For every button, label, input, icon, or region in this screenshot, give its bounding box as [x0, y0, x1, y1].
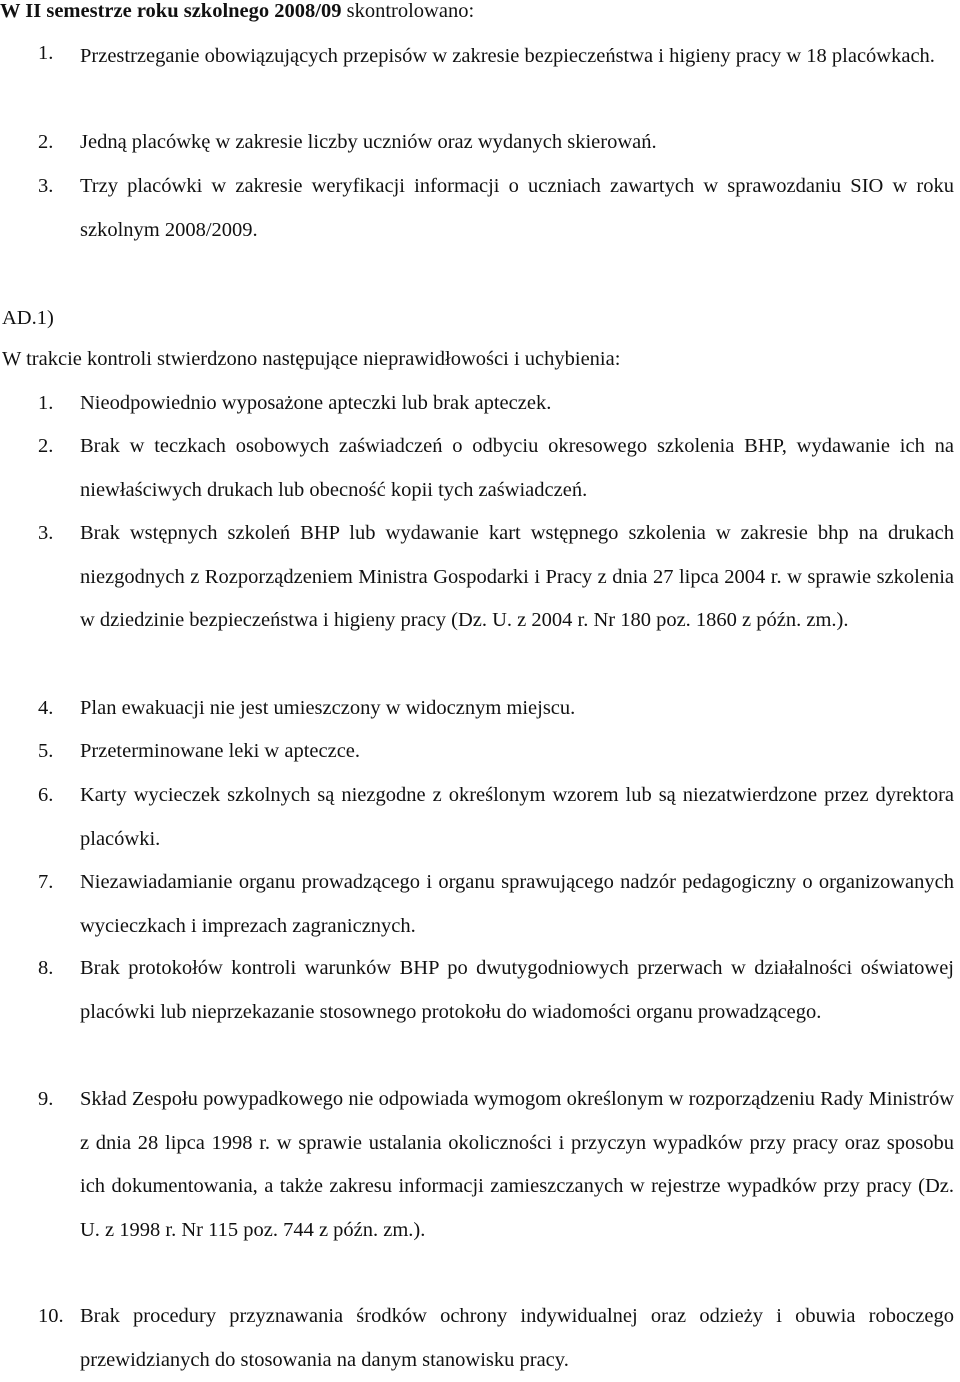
item-text: Brak protokołów kontroli warunków BHP po dwutygodniowych przerwach w działalności oświatowej placówki lub nieprzekazanie stosownego protokołu do wiadomości organu prowadzącego. [80, 957, 954, 1023]
intro-heading [0, 0, 960, 22]
item-text: Brak wstępnych szkoleń BHP lub wydawanie kart wstępnego szkolenia w zakresie bhp na drukach niezgodnych z Rozporządzeniem Ministra Gospodarki i Pracy z dnia 27 lipca 2004 r. w sprawie szkolenia w dziedzinie bezpieczeństwa i higieny pracy (Dz. U. z 2004 r. Nr 180 poz. 1860 z późn. zm.). [80, 522, 954, 631]
controlled-item [0, 34, 958, 124]
item-text: Brak w teczkach osobowych zaświadczeń o odbyciu okresowego szkolenia BHP, wydawanie ich na niewłaściwych drukach lub obecność kopii tych zaświadczeń. [80, 435, 954, 501]
item-number: 3. [38, 522, 54, 544]
heading-rest-text: skontrolowano: [341, 0, 475, 22]
item-number: 5. [38, 740, 54, 762]
section-label: AD.1) [2, 307, 54, 329]
controlled-item [0, 121, 958, 165]
item-number: 1. [38, 42, 54, 64]
heading-bold-text: W II semestrze roku szkolnego 2008/09 [0, 0, 342, 22]
controlled-item [0, 165, 958, 255]
item-text: Niezawiadamianie organu prowadzącego i organu sprawującego nadzór pedagogiczny o organizowanych wycieczkach i imprezach zagranicznych. [80, 871, 954, 937]
item-number: 3. [38, 175, 54, 197]
item-text: Nieodpowiednio wyposażone apteczki lub brak apteczek. [80, 392, 552, 414]
item-text: Skład Zespołu powypadkowego nie odpowiada wymogom określonym w rozporządzeniu Rady Ministrów z dnia 28 lipca 1998 r. w sprawie ustalania okoliczności i przyczyn wypadków przy pracy oraz sposobu ich dokumentowania, a także zakresu informacji zamieszczanych w rejestrze wypadków przy pracy (Dz. U. z 1998 r. Nr 115 poz. 744 z późn. zm.). [80, 1088, 954, 1241]
item-number: 9. [38, 1088, 54, 1110]
item-text: Trzy placówki w zakresie weryfikacji informacji o uczniach zawartych w sprawozdaniu SIO w roku szkolnym 2008/2009. [80, 175, 954, 241]
item-number: 6. [38, 784, 54, 806]
item-text: Plan ewakuacji nie jest umieszczony w widocznym miejscu. [80, 697, 576, 719]
item-text: Karty wycieczek szkolnych są niezgodne z określonym wzorem lub są niezatwierdzone przez dyrektora placówki. [80, 784, 954, 850]
item-number: 8. [38, 957, 54, 979]
item-text: Przeterminowane leki w apteczce. [80, 740, 361, 762]
item-text: Brak procedury przyznawania środków ochrony indywidualnej oraz odzieży i obuwia roboczego przewidzianych do stosowania na danym stanowisku pracy. [80, 1305, 954, 1371]
item-text: Jedną placówkę w zakresie liczby uczniów oraz wydanych skierowań. [80, 131, 657, 153]
item-number: 7. [38, 871, 54, 893]
item-number: 2. [38, 131, 54, 153]
item-number: 1. [38, 392, 54, 414]
findings-lead: W trakcie kontroli stwierdzono następujące nieprawidłowości i uchybienia: [2, 348, 621, 370]
item-number: 10. [38, 1305, 64, 1327]
item-number: 2. [38, 435, 54, 457]
item-number: 4. [38, 697, 54, 719]
item-text: Przestrzeganie obowiązujących przepisów w zakresie bezpieczeństwa i higieny pracy w 18 placówkach. [80, 45, 935, 67]
